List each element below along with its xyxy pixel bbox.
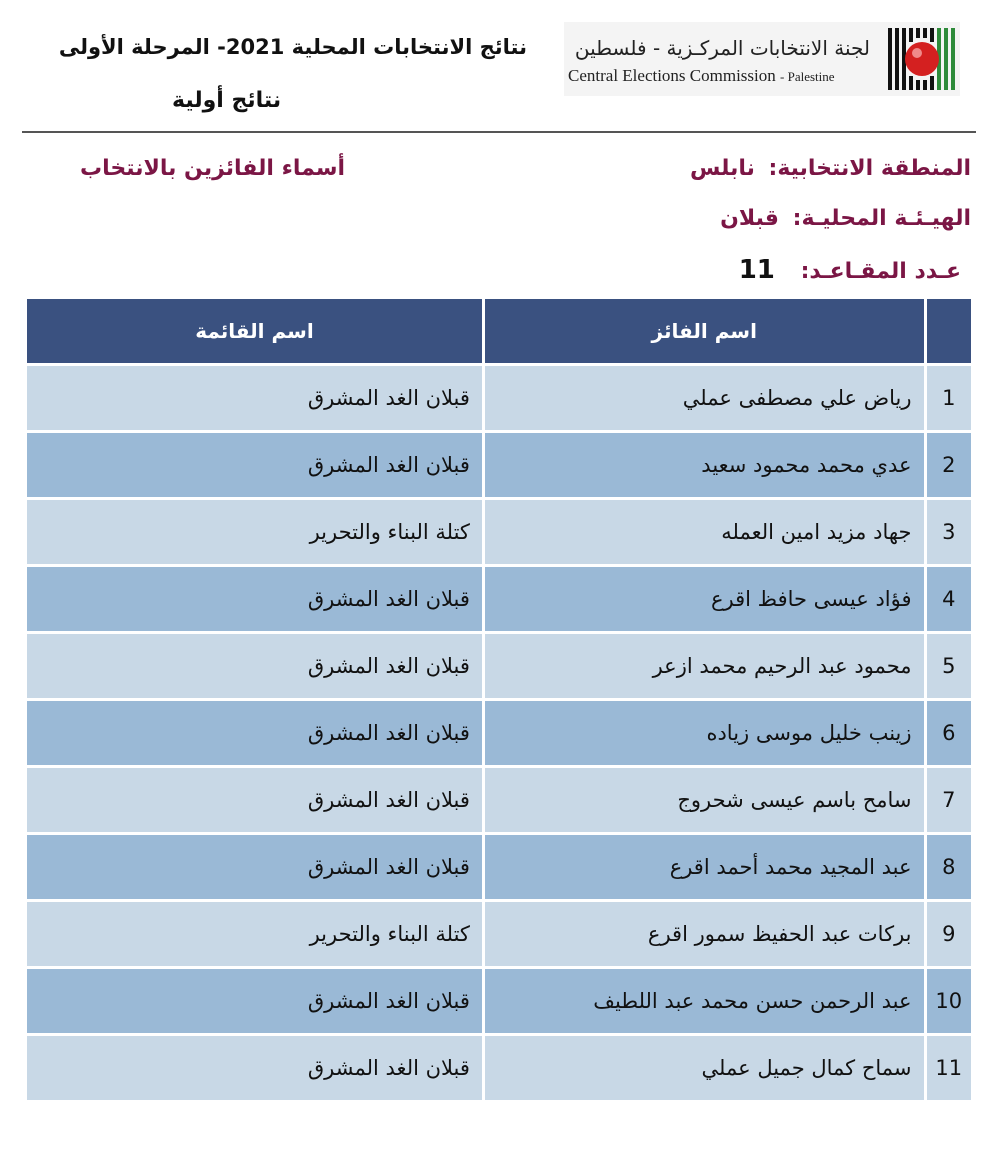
winners-heading: أسماء الفائزين بالانتخاب: [80, 156, 346, 181]
winners-table: [24, 296, 974, 1103]
row-number: 5: [927, 634, 971, 698]
header-divider: [22, 131, 976, 133]
list-name: قبلان الغد المشرق: [27, 634, 482, 698]
winner-name: زينب خليل موسى زياده: [485, 701, 924, 765]
table-row: [27, 433, 971, 497]
table-row: [27, 768, 971, 832]
table-row: [27, 634, 971, 698]
list-name: قبلان الغد المشرق: [27, 768, 482, 832]
row-number: 8: [927, 835, 971, 899]
row-number: 1: [927, 366, 971, 430]
list-name: قبلان الغد المشرق: [27, 567, 482, 631]
table-header-row: [27, 299, 971, 363]
winner-name: جهاد مزيد امين العمله: [485, 500, 924, 564]
row-number: 7: [927, 768, 971, 832]
local-body-value: قبلان: [720, 206, 779, 231]
table-row: [27, 835, 971, 899]
row-number: 11: [927, 1036, 971, 1100]
row-number: 4: [927, 567, 971, 631]
local-body-line: [720, 206, 971, 231]
table-row: [27, 500, 971, 564]
list-name: قبلان الغد المشرق: [27, 1036, 482, 1100]
winner-name: سامح باسم عيسى شحروج: [485, 768, 924, 832]
row-number: 2: [927, 433, 971, 497]
seats-line: [739, 255, 961, 285]
header-number: [927, 299, 971, 363]
seats-label: عـدد المقـاعـد:: [800, 259, 961, 284]
table-row: [27, 1036, 971, 1100]
list-name: قبلان الغد المشرق: [27, 366, 482, 430]
district-value: نابلس: [689, 156, 755, 181]
list-name: قبلان الغد المشرق: [27, 433, 482, 497]
winner-name: عبد المجيد محمد أحمد اقرع: [485, 835, 924, 899]
winner-name: بركات عبد الحفيظ سمور اقرع: [485, 902, 924, 966]
row-number: 10: [927, 969, 971, 1033]
winner-name: فؤاد عيسى حافظ اقرع: [485, 567, 924, 631]
logo-arabic-text: لجنة الانتخابات المركـزية - فلسطين: [574, 36, 870, 60]
logo-english-suffix: - Palestine: [780, 69, 835, 84]
header-list-name: اسم القائمة: [27, 299, 482, 363]
list-name: كتلة البناء والتحرير: [27, 500, 482, 564]
winner-name: عدي محمد محمود سعيد: [485, 433, 924, 497]
winner-name: محمود عبد الرحيم محمد ازعر: [485, 634, 924, 698]
list-name: قبلان الغد المشرق: [27, 969, 482, 1033]
page-subtitle: نتائج أولية: [172, 88, 282, 113]
list-name: كتلة البناء والتحرير: [27, 902, 482, 966]
winner-name: سماح كمال جميل عملي: [485, 1036, 924, 1100]
seats-value: 11: [738, 255, 775, 285]
table-row: [27, 902, 971, 966]
row-number: 9: [927, 902, 971, 966]
table-row: [27, 701, 971, 765]
table-row: [27, 567, 971, 631]
list-name: قبلان الغد المشرق: [27, 835, 482, 899]
district-label: المنطقة الانتخابية:: [768, 156, 971, 181]
row-number: 3: [927, 500, 971, 564]
table-row: [27, 366, 971, 430]
row-number: 6: [927, 701, 971, 765]
commission-emblem-icon: [886, 24, 958, 94]
logo-english-text: [568, 66, 835, 86]
page-title: نتائج الانتخابات المحلية 2021- المرحلة الأولى: [58, 35, 527, 59]
winner-name: رياض علي مصطفى عملي: [485, 366, 924, 430]
header-winner-name: اسم الفائز: [485, 299, 924, 363]
district-line: [690, 156, 971, 181]
winner-name: عبد الرحمن حسن محمد عبد اللطيف: [485, 969, 924, 1033]
logo-english-name: Central Elections Commission: [568, 66, 776, 85]
commission-logo: [564, 22, 960, 96]
table-row: [27, 969, 971, 1033]
list-name: قبلان الغد المشرق: [27, 701, 482, 765]
local-body-label: الهيـئـة المحليـة:: [792, 206, 971, 231]
